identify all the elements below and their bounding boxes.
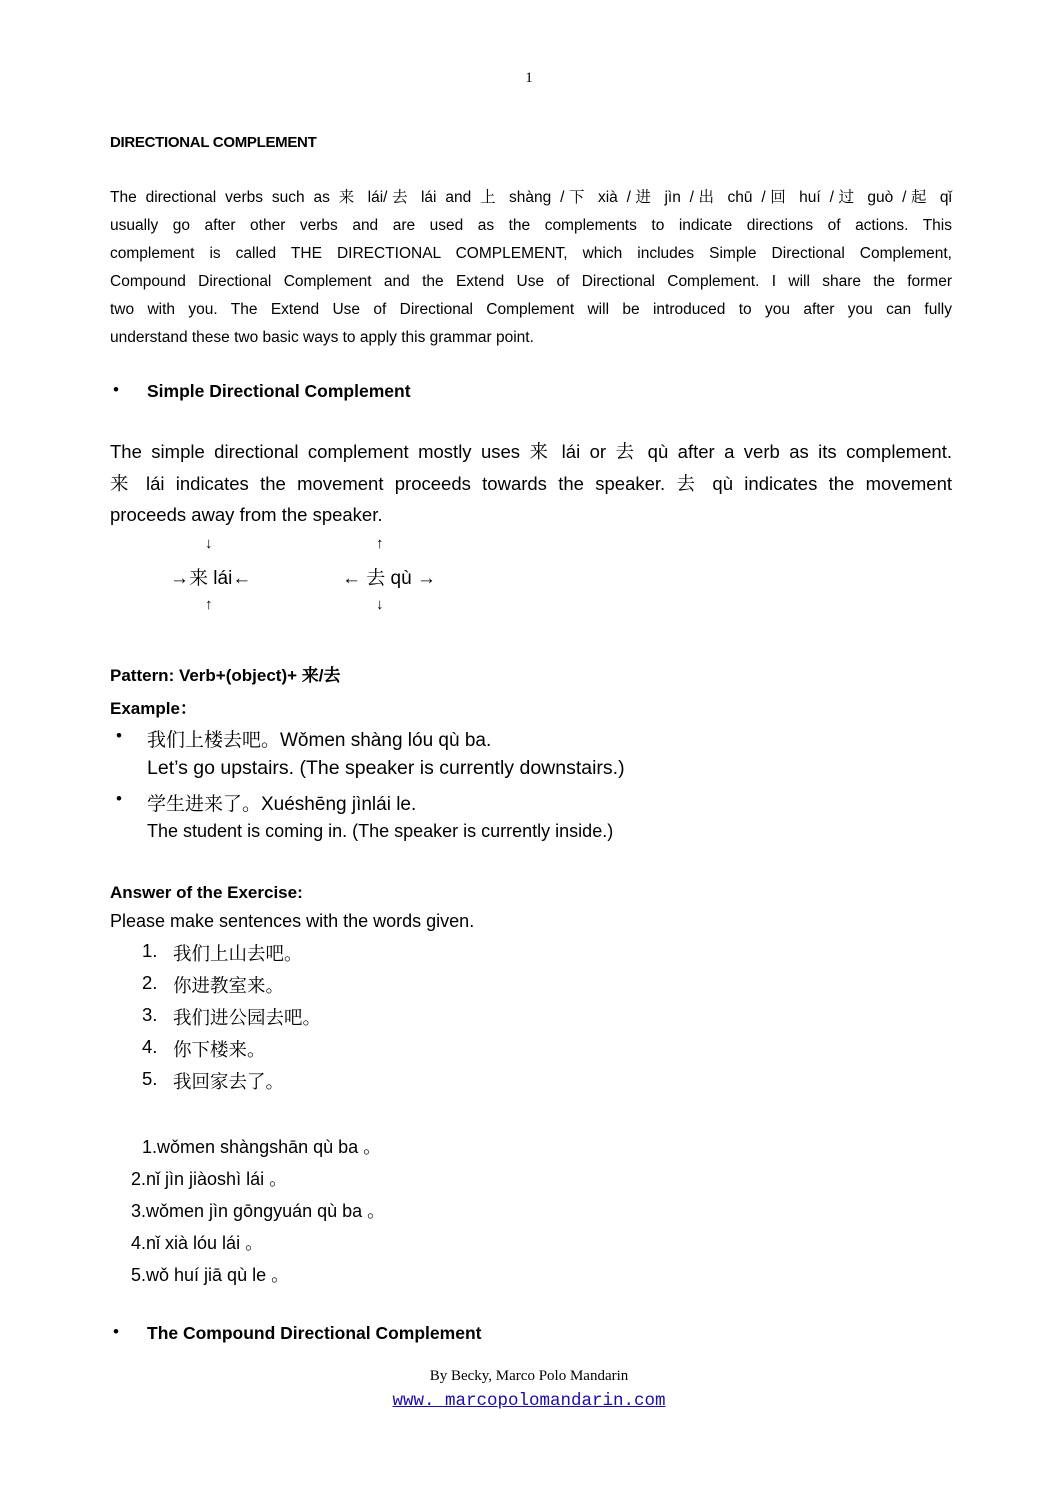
- arrow-down-icon: ↓: [205, 535, 213, 552]
- lai-direction-label: →来 lái←: [170, 568, 252, 589]
- example-1-chinese: 我们上楼去吧。Wǒmen shàng lóu qù ba.: [147, 730, 492, 751]
- arrow-down-icon: ↓: [376, 596, 384, 613]
- paragraph-line: 来 lái indicates the movement proceeds towards the speaker. 去 qù indicates the movement: [110, 472, 952, 494]
- example-label: Example：: [110, 699, 197, 718]
- intro-paragraph: [110, 184, 952, 352]
- footer-website-link[interactable]: [0, 1391, 1058, 1411]
- page-number: 1: [525, 70, 533, 86]
- footer-author: By Becky, Marco Polo Mandarin: [429, 1368, 629, 1384]
- arrow-up-icon: ↑: [376, 535, 384, 552]
- answer-chinese: 我们进公园去吧。: [173, 1007, 322, 1028]
- bullet: •: [113, 380, 119, 399]
- example-2-english: The student is coming in. (The speaker is currently inside.): [147, 821, 614, 841]
- answer-heading: Answer of the Exercise:: [110, 883, 303, 902]
- example-2-chinese: 学生进来了。Xuéshēng jìnlái le.: [147, 794, 417, 815]
- bullet: •: [113, 1322, 119, 1341]
- section-title-simple: Simple Directional Complement: [147, 381, 411, 401]
- intro-line: usually go after other verbs and are used as the complements to indicate directions of actions. This: [110, 217, 952, 234]
- answer-number: 3.: [142, 1004, 158, 1025]
- intro-line: two with you. The Extend Use of Directional Complement will be introduced to you after you can fully: [110, 301, 952, 318]
- arrow-up-icon: ↑: [205, 596, 213, 613]
- pattern-line: Pattern: Verb+(object)+ 来/去: [110, 666, 341, 685]
- bullet: •: [116, 789, 122, 808]
- answer-pinyin: 1.wǒmen shàngshān qù ba 。: [142, 1137, 382, 1157]
- answer-number: 4.: [142, 1036, 158, 1057]
- answer-number: 1.: [142, 940, 158, 961]
- answer-number: 5.: [142, 1068, 158, 1089]
- answer-chinese: 我回家去了。: [173, 1071, 285, 1092]
- qu-direction-label: ← 去 qù →: [342, 568, 436, 589]
- answer-number: 2.: [142, 972, 158, 993]
- intro-line: The directional verbs such as 来 lái/去 lái and 上 shàng /下 xià /进 jìn /出 chū /回 huí /过 guò /起 qǐ: [110, 189, 952, 206]
- answer-chinese: 你进教室来。: [173, 975, 285, 996]
- example-1-english: Let’s go upstairs. (The speaker is currently downstairs.): [147, 757, 625, 779]
- answer-pinyin: 3.wǒmen jìn gōngyuán qù ba 。: [131, 1201, 386, 1221]
- answer-pinyin: 5.wǒ huí jiā qù le 。: [131, 1265, 290, 1285]
- intro-line: Compound Directional Complement and the Extend Use of Directional Complement. I will share the former: [110, 273, 952, 290]
- paragraph-line: The simple directional complement mostly uses 来 lái or 去 qù after a verb as its complement.: [110, 441, 952, 462]
- answer-chinese: 你下楼来。: [173, 1039, 266, 1060]
- footer-url[interactable]: www. marcopolomandarin.com: [392, 1391, 666, 1411]
- paragraph-line: proceeds away from the speaker.: [110, 504, 383, 525]
- bullet: •: [116, 726, 122, 745]
- document-heading: DIRECTIONAL COMPLEMENT: [110, 134, 317, 151]
- intro-line: understand these two basic ways to apply this grammar point.: [110, 329, 534, 346]
- simple-complement-paragraph: [110, 436, 952, 531]
- answer-chinese: 我们上山去吧。: [173, 943, 303, 964]
- answer-instruction: Please make sentences with the words given.: [110, 911, 475, 931]
- answer-pinyin: 4.nǐ xià lóu lái 。: [131, 1233, 264, 1253]
- intro-line: complement is called THE DIRECTIONAL COMPLEMENT, which includes Simple Directional Complement,: [110, 245, 952, 262]
- section-title-compound: The Compound Directional Complement: [147, 1323, 482, 1343]
- answer-pinyin: 2.nǐ jìn jiàoshì lái 。: [131, 1169, 288, 1189]
